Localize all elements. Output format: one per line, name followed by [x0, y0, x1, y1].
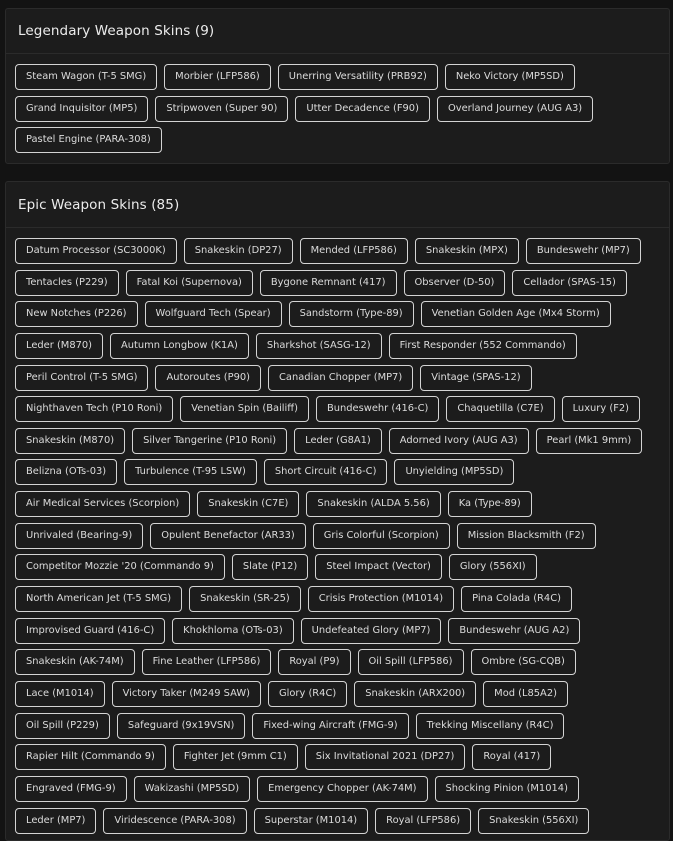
skin-chip[interactable]: Chaquetilla (C7E)	[446, 396, 554, 422]
skin-chip[interactable]: Khokhloma (OTs-03)	[172, 618, 294, 644]
skin-chip[interactable]: Cellador (SPAS-15)	[512, 270, 626, 296]
skin-chip[interactable]: Overland Journey (AUG A3)	[437, 96, 593, 122]
skin-chip[interactable]: Unerring Versatility (PRB92)	[278, 64, 438, 90]
skin-chip[interactable]: First Responder (552 Commando)	[389, 333, 577, 359]
skin-chip[interactable]: Fine Leather (LFP586)	[142, 649, 272, 675]
skin-chip[interactable]: Peril Control (T-5 SMG)	[15, 365, 148, 391]
skin-chip[interactable]: Luxury (F2)	[562, 396, 640, 422]
skin-chip[interactable]: Bundeswehr (AUG A2)	[448, 618, 580, 644]
skin-chip[interactable]: Competitor Mozzie '20 (Commando 9)	[15, 554, 225, 580]
skin-chip[interactable]: Autumn Longbow (K1A)	[110, 333, 249, 359]
skin-chip[interactable]: Morbier (LFP586)	[164, 64, 271, 90]
skin-chip[interactable]: Snakeskin (556XI)	[478, 808, 589, 834]
skin-chip[interactable]: Oil Spill (P229)	[15, 713, 110, 739]
skin-chip[interactable]: Royal (LFP586)	[375, 808, 471, 834]
skin-chip[interactable]: Grand Inquisitor (MP5)	[15, 96, 148, 122]
skin-chip[interactable]: Glory (556XI)	[449, 554, 537, 580]
skin-chip[interactable]: Venetian Spin (Bailiff)	[180, 396, 309, 422]
epic-skins-list	[6, 228, 669, 839]
skin-chip[interactable]: Venetian Golden Age (Mx4 Storm)	[421, 301, 611, 327]
skin-chip[interactable]: Autoroutes (P90)	[155, 365, 261, 391]
skin-chip[interactable]: Wolfguard Tech (Spear)	[145, 301, 282, 327]
skin-chip[interactable]: Glory (R4C)	[268, 681, 347, 707]
skin-chip[interactable]: Snakeskin (C7E)	[197, 491, 299, 517]
skin-chip[interactable]: Safeguard (9x19VSN)	[117, 713, 246, 739]
skin-chip[interactable]: Improvised Guard (416-C)	[15, 618, 165, 644]
skin-chip[interactable]: Pearl (Mk1 9mm)	[536, 428, 643, 454]
skin-chip[interactable]: Bundeswehr (MP7)	[526, 238, 641, 264]
skin-chip[interactable]: Six Invitational 2021 (DP27)	[305, 744, 466, 770]
skin-chip[interactable]: Snakeskin (DP27)	[184, 238, 293, 264]
skin-chip[interactable]: Silver Tangerine (P10 Roni)	[132, 428, 287, 454]
skin-chip[interactable]: Mended (LFP586)	[300, 238, 408, 264]
skin-chip[interactable]: Crisis Protection (M1014)	[308, 586, 454, 612]
skin-chip[interactable]: Superstar (M1014)	[254, 808, 369, 834]
skin-chip[interactable]: Leder (MP7)	[15, 808, 96, 834]
skin-chip[interactable]: Unyielding (MP5SD)	[394, 459, 514, 485]
skin-chip[interactable]: Snakeskin (ALDA 5.56)	[306, 491, 440, 517]
skin-chip[interactable]: Pastel Engine (PARA-308)	[15, 127, 162, 153]
skin-chip[interactable]: Bundeswehr (416-C)	[316, 396, 439, 422]
skin-chip[interactable]: Steel Impact (Vector)	[315, 554, 442, 580]
skin-chip[interactable]: Rapier Hilt (Commando 9)	[15, 744, 166, 770]
skin-chip[interactable]: Slate (P12)	[232, 554, 308, 580]
skin-chip[interactable]: Shocking Pinion (M1014)	[435, 776, 579, 802]
skin-chip[interactable]: Mod (L85A2)	[483, 681, 568, 707]
skin-chip[interactable]: Leder (G8A1)	[294, 428, 382, 454]
skin-chip[interactable]: Tentacles (P229)	[15, 270, 119, 296]
skin-chip[interactable]: New Notches (P226)	[15, 301, 138, 327]
skin-chip[interactable]: Gris Colorful (Scorpion)	[313, 523, 450, 549]
skin-chip[interactable]: North American Jet (T-5 SMG)	[15, 586, 182, 612]
epic-skins-title: Epic Weapon Skins (85)	[6, 182, 669, 228]
skin-chip[interactable]: Snakeskin (SR-25)	[189, 586, 301, 612]
skin-chip[interactable]: Steam Wagon (T-5 SMG)	[15, 64, 157, 90]
legendary-skins-list	[6, 54, 669, 159]
legendary-skins-panel	[5, 8, 670, 164]
skin-chip[interactable]: Ombre (SG-CQB)	[471, 649, 576, 675]
skin-chip[interactable]: Viridescence (PARA-308)	[103, 808, 246, 834]
skin-chip[interactable]: Fatal Koi (Supernova)	[126, 270, 253, 296]
skin-chip[interactable]: Fighter Jet (9mm C1)	[173, 744, 298, 770]
skin-chip[interactable]: Engraved (FMG-9)	[15, 776, 127, 802]
skin-chip[interactable]: Pina Colada (R4C)	[461, 586, 572, 612]
skin-chip[interactable]: Unrivaled (Bearing-9)	[15, 523, 143, 549]
skin-chip[interactable]: Wakizashi (MP5SD)	[134, 776, 251, 802]
skin-chip[interactable]: Vintage (SPAS-12)	[420, 365, 531, 391]
skin-chip[interactable]: Bygone Remnant (417)	[260, 270, 397, 296]
skin-chip[interactable]: Victory Taker (M249 SAW)	[112, 681, 261, 707]
skin-chip[interactable]: Neko Victory (MP5SD)	[445, 64, 575, 90]
skin-chip[interactable]: Trekking Miscellany (R4C)	[416, 713, 565, 739]
skin-chip[interactable]: Lace (M1014)	[15, 681, 105, 707]
legendary-skins-title: Legendary Weapon Skins (9)	[6, 9, 669, 54]
skin-chip[interactable]: Stripwoven (Super 90)	[155, 96, 288, 122]
skin-chip[interactable]: Utter Decadence (F90)	[295, 96, 430, 122]
skin-chip[interactable]: Emergency Chopper (AK-74M)	[257, 776, 427, 802]
skin-chip[interactable]: Undefeated Glory (MP7)	[301, 618, 442, 644]
skin-chip[interactable]: Sharkshot (SASG-12)	[256, 333, 382, 359]
skin-chip[interactable]: Air Medical Services (Scorpion)	[15, 491, 190, 517]
skin-chip[interactable]: Canadian Chopper (MP7)	[268, 365, 413, 391]
skin-chip[interactable]: Nighthaven Tech (P10 Roni)	[15, 396, 173, 422]
skin-chip[interactable]: Royal (417)	[472, 744, 551, 770]
skin-chip[interactable]: Snakeskin (AK-74M)	[15, 649, 135, 675]
skin-chip[interactable]: Oil Spill (LFP586)	[358, 649, 464, 675]
skin-chip[interactable]: Snakeskin (M870)	[15, 428, 125, 454]
skin-chip[interactable]: Adorned Ivory (AUG A3)	[389, 428, 529, 454]
skin-chip[interactable]: Opulent Benefactor (AR33)	[150, 523, 306, 549]
skin-chip[interactable]: Belizna (OTs-03)	[15, 459, 117, 485]
skin-chip[interactable]: Mission Blacksmith (F2)	[457, 523, 596, 549]
skin-chip[interactable]: Royal (P9)	[278, 649, 350, 675]
skin-chip[interactable]: Ka (Type-89)	[448, 491, 532, 517]
skin-chip[interactable]: Turbulence (T-95 LSW)	[124, 459, 257, 485]
epic-skins-panel	[5, 181, 670, 841]
skin-chip[interactable]: Sandstorm (Type-89)	[289, 301, 414, 327]
skin-chip[interactable]: Snakeskin (ARX200)	[354, 681, 476, 707]
skin-chip[interactable]: Leder (M870)	[15, 333, 103, 359]
skin-chip[interactable]: Datum Processor (SC3000K)	[15, 238, 177, 264]
skin-chip[interactable]: Short Circuit (416-C)	[264, 459, 388, 485]
skin-chip[interactable]: Fixed-wing Aircraft (FMG-9)	[252, 713, 408, 739]
skin-chip[interactable]: Observer (D-50)	[404, 270, 506, 296]
skin-chip[interactable]: Snakeskin (MPX)	[415, 238, 519, 264]
